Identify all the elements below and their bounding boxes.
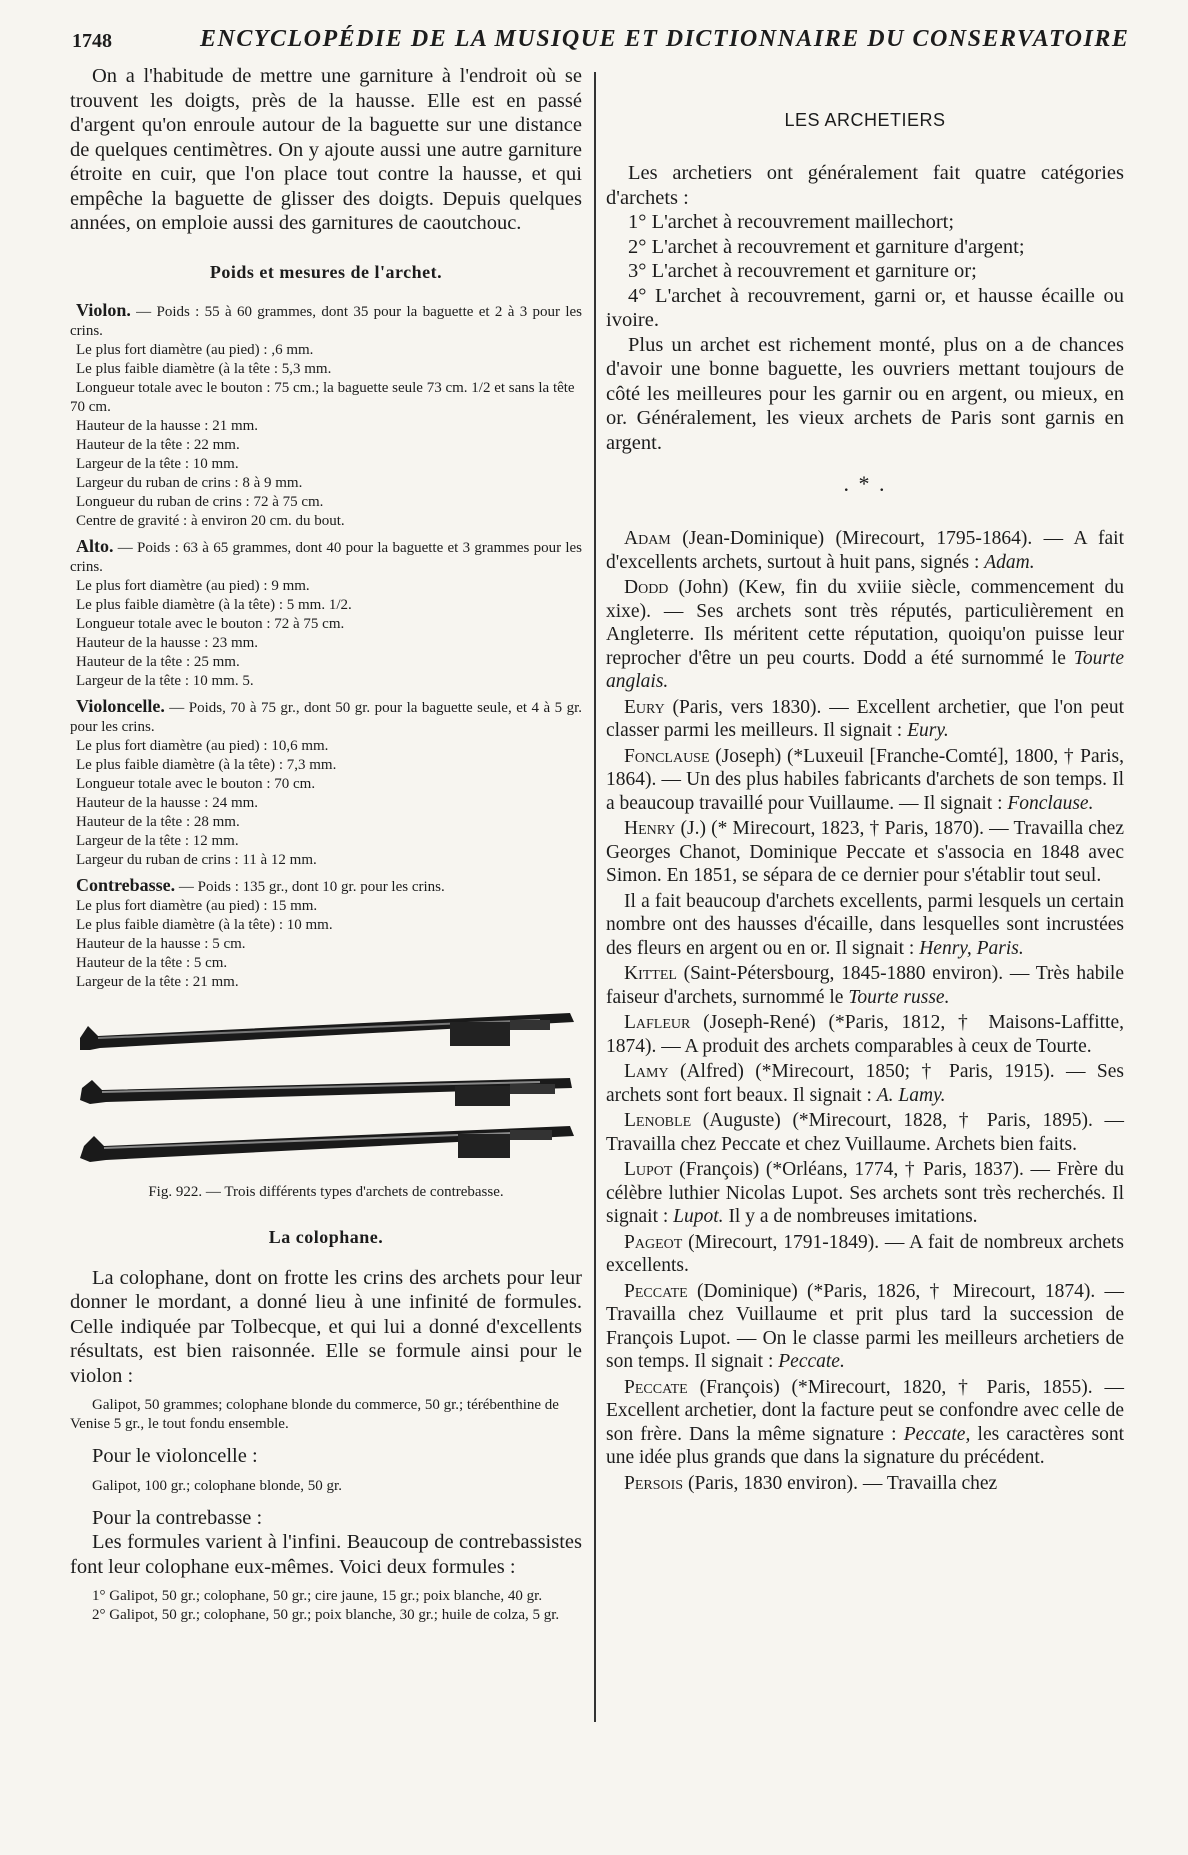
spec-line: Hauteur de la hausse : 21 mm. xyxy=(76,417,259,434)
spec-line: Le plus fort diamètre (au pied) : ,6 mm. xyxy=(76,341,314,358)
archetier-entry xyxy=(606,1376,1124,1470)
archetier-entry xyxy=(606,1011,1124,1058)
spec-line: Hauteur de la tête : 25 mm. xyxy=(76,653,240,670)
signature: Tourte anglais. xyxy=(606,647,1124,692)
signature: Fonclause. xyxy=(1007,792,1094,814)
spec-line: Hauteur de la hausse : 23 mm. xyxy=(76,634,259,651)
spec-line: Largeur de la tête : 10 mm. xyxy=(76,455,239,472)
entry-tail: Il y a de nombreuses imitations. xyxy=(723,1206,978,1227)
spec-intro xyxy=(70,697,582,737)
column-divider xyxy=(594,72,596,1722)
spec-line: Le plus faible diamètre (à la tête) : 7,3 mm. xyxy=(76,756,337,773)
spec-intro-text: — Poids : 63 à 65 grammes, dont 40 pour la baguette et 3 grammes pour les crins. xyxy=(70,539,582,575)
archetier-entry xyxy=(606,745,1124,816)
spec-line: Le plus faible diamètre (à la tête : 5,3 mm. xyxy=(76,360,332,377)
ornament: . * . xyxy=(843,471,887,496)
archetiers-intro: Les archetiers ont généralement fait quatre catégories d'archets : xyxy=(606,162,1124,209)
archetier-entry xyxy=(606,1060,1124,1107)
formula-1: 1° Galipot, 50 gr.; colophane, 50 gr.; cire jaune, 15 gr.; poix blanche, 40 gr. xyxy=(92,1588,543,1604)
archetier-entry xyxy=(606,962,1124,1009)
spec-line: Largeur du ruban de crins : 11 à 12 mm. xyxy=(76,851,317,868)
label-violoncelle: Pour le violoncelle : xyxy=(92,1445,258,1467)
entry-text: (Auguste) (*Mirecourt, 1828, † Paris, 1895). — Travailla chez Peccate et chez Vuillaume. Archets bien faits. xyxy=(606,1110,1124,1155)
formula-list xyxy=(70,1587,582,1625)
archetier-entry xyxy=(606,527,1124,574)
archetier-entry xyxy=(606,696,1124,743)
signature: Lupot. xyxy=(673,1206,724,1227)
bow-2 xyxy=(80,1078,572,1106)
entry-text: (John) (Kew, fin du xviiie siècle, commencement du xixe). — Ses archets sont très réputés, particulièrement en Angleterre. Ils méritent cette réputation, quoiqu'on puisse leur reprocher d'être un peu courts. Dodd a été surnommé le xyxy=(606,577,1124,669)
entry-text: (François) (*Orléans, 1774, † Paris, 1837). — Frère du célèbre luthier Nicolas Lupot. Ses archets sont très recherchés. Il signait : xyxy=(606,1159,1124,1227)
signature: Eury. xyxy=(907,720,949,741)
formula-violoncelle: Galipot, 100 gr.; colophane blonde, 50 gr. xyxy=(92,1477,342,1494)
archetier-entry xyxy=(606,1280,1124,1374)
archetier-entry xyxy=(606,1472,1124,1496)
category-item: 4° L'archet à recouvrement, garni or, et hausse écaille ou ivoire. xyxy=(606,284,1124,331)
spec-line: Longueur totale avec le bouton : 75 cm.; la baguette seule 73 cm. 1/2 et sans la tête 70 cm. xyxy=(70,379,575,415)
spec-intro-text: — Poids, 70 à 75 gr., dont 50 gr. pour la baguette seule, et 4 à 5 gr. pour les crins. xyxy=(70,699,582,735)
entry-text: Il a fait beaucoup d'archets excellents, parmi lesquels un certain nombre ont des hausses d'écaille, dans lesquelles sont incrustées des fleurs en argent ou en or. Il signait : xyxy=(606,890,1124,959)
category-item: 2° L'archet à recouvrement et garniture d'argent; xyxy=(628,235,1025,258)
spec-intro-text: — Poids : 55 à 60 grammes, dont 35 pour la baguette et 2 à 3 pour les crins. xyxy=(70,303,582,339)
running-title: ENCYCLOPÉDIE DE LA MUSIQUE ET DICTIONNAIRE DU CONSERVATOIRE xyxy=(200,26,1130,52)
entry-text: (Mirecourt, 1791-1849). — A fait de nombreux archets excellents. xyxy=(606,1231,1124,1276)
spec-line: Largeur de la tête : 21 mm. xyxy=(76,973,239,990)
signature: A. Lamy. xyxy=(876,1084,946,1106)
spec-line: Largeur de la tête : 12 mm. xyxy=(76,832,239,849)
bow-1 xyxy=(80,1013,574,1050)
figure-caption: Fig. 922. — Trois différents types d'archets de contrebasse. xyxy=(148,1183,504,1200)
spec-line: Hauteur de la hausse : 5 cm. xyxy=(76,935,246,952)
category-item: 1° L'archet à recouvrement maillechort; xyxy=(628,211,955,233)
signature: Peccate. xyxy=(778,1351,845,1372)
spec-line: Le plus fort diamètre (au pied) : 9 mm. xyxy=(76,577,310,594)
spec-lead: Violoncelle. xyxy=(76,695,165,716)
page-header xyxy=(72,26,1130,60)
spec-line: Longueur totale avec le bouton : 72 à 75 cm. xyxy=(76,615,345,632)
spec-line: Le plus fort diamètre (au pied) : 10,6 mm. xyxy=(76,737,329,754)
signature: Henry, Paris. xyxy=(919,937,1024,959)
archetier-entry xyxy=(606,890,1124,961)
entry-text: (J.) (* Mirecourt, 1823, † Paris, 1870). — Travailla chez Georges Chanot, Dominique Peccate et s'associa en 1848 avec Simon. En 1851, se sépara de ce dernier pour s'établir tout seul. xyxy=(606,818,1124,886)
spec-line: Longueur du ruban de crins : 72 à 75 cm. xyxy=(76,493,324,510)
spec-line: Largeur du ruban de crins : 8 à 9 mm. xyxy=(76,474,303,491)
label-contrebasse: Pour la contrebasse : xyxy=(92,1506,263,1529)
spec-block xyxy=(70,301,582,531)
entry-tail: les caractères sont une idée plus grands que dans la signature du précédent. xyxy=(606,1423,1124,1468)
entry-text: (Dominique) (*Paris, 1826, † Mirecourt, 1874). — Travailla chez Vuillaume et prit plus tard la succession de François Lupot. — On le classe parmi les meilleurs archetiers de son temps. Il signait : xyxy=(606,1280,1124,1372)
heading-colophane: La colophane. xyxy=(268,1226,384,1247)
spec-line: Hauteur de la tête : 5 cm. xyxy=(76,954,228,971)
entry-text: (Paris, 1830 environ). — Travailla chez xyxy=(683,1472,998,1494)
entry-text: (Saint-Pétersbourg, 1845-1880 environ). — Très habile faiseur d'archets, surnommé le xyxy=(606,963,1124,1008)
archetier-name: Pageot xyxy=(624,1231,683,1253)
spec-line: Le plus fort diamètre (au pied) : 15 mm. xyxy=(76,897,318,914)
specs-list xyxy=(70,301,582,992)
archetier-name: Peccate xyxy=(624,1376,688,1398)
archetier-entry xyxy=(606,1109,1124,1156)
entry-text: (Joseph-René) (*Paris, 1812, † Maisons-Laffitte, 1874). — A produit des archets comparables à ceux de Tourte. xyxy=(606,1012,1124,1057)
archetier-name: Lenoble xyxy=(624,1110,692,1131)
spec-intro xyxy=(70,301,582,341)
page-number: 1748 xyxy=(72,30,112,52)
bow-figure xyxy=(70,1008,582,1178)
spec-line: Le plus faible diamètre (à la tête) : 10 mm. xyxy=(76,916,333,933)
spec-intro xyxy=(70,876,582,897)
entry-text: (Paris, vers 1830). — Excellent archetier, que l'on peut classer parmi les meilleurs. Il signait : xyxy=(606,696,1124,741)
heading-poids-mesures: Poids et mesures de l'archet. xyxy=(209,261,443,282)
colophane-intro: La colophane, dont on frotte les crins des archets pour leur donner le mordant, a donné lieu à une infinité de formules. Celle indiquée par Tolbecque, et qui lui a donné d'excellents résultats, est bien raisonnée. Elle se formule ainsi pour le violon : xyxy=(70,1266,582,1387)
spec-intro-text: — Poids : 135 gr., dont 10 gr. pour les crins. xyxy=(175,878,445,895)
spec-line: Hauteur de la tête : 28 mm. xyxy=(76,813,240,830)
signature: Adam. xyxy=(984,551,1035,573)
archetier-entry xyxy=(606,1231,1124,1278)
archetier-name: Dodd xyxy=(624,577,669,598)
archetier-name: Kittel xyxy=(624,963,677,984)
archetier-name: Lamy xyxy=(624,1061,669,1082)
signature: Tourte russe. xyxy=(848,986,950,1008)
contrebasse-text: Les formules varient à l'infini. Beaucoup de contrebassistes font leur colophane eux-mêmes. Voici deux formules : xyxy=(70,1531,582,1578)
archetier-name: Eury xyxy=(624,696,665,718)
categories-list xyxy=(606,210,1124,333)
spec-line: Largeur de la tête : 10 mm. 5. xyxy=(76,672,254,689)
archetier-name: Lafleur xyxy=(624,1012,691,1033)
archetier-name: Persois xyxy=(624,1472,684,1494)
formula-2: 2° Galipot, 50 gr.; colophane, 50 gr.; poix blanche, 30 gr.; huile de colza, 5 gr. xyxy=(92,1607,560,1623)
entry-text: (Joseph) (*Luxeuil [Franche-Comté], 1800, † Paris, 1864). — Un des plus habiles fabricants d'archets de son temps. Il a beaucoup travaillé pour Vuillaume. — Il signait : xyxy=(606,745,1124,814)
signature: Peccate, xyxy=(903,1423,971,1445)
contrabass-bows-illustration xyxy=(70,1008,582,1178)
spec-block xyxy=(70,697,582,870)
right-column xyxy=(606,100,1124,1497)
entry-text: (François) (*Mirecourt, 1820, † Paris, 1855). — Excellent archetier, dont la facture peut se confondre avec celle de son frère. Dans la même signature : xyxy=(606,1376,1124,1445)
archetier-name: Peccate xyxy=(624,1280,688,1302)
spec-line: Hauteur de la tête : 22 mm. xyxy=(76,436,240,453)
spec-line: Longueur totale avec le bouton : 70 cm. xyxy=(76,775,316,792)
entries-list xyxy=(606,527,1124,1495)
spec-block xyxy=(70,537,582,691)
archetiers-paragraph: Plus un archet est richement monté, plus on a de chances d'avoir une bonne baguette, les ouvriers mettant toujours de côté les meilleures pour les garnir ou en argent, ou mieux, en or. Généralement, les vieux archets de Paris sont garnis en argent. xyxy=(606,333,1124,454)
spec-line: Hauteur de la hausse : 24 mm. xyxy=(76,794,259,811)
section-title: LES ARCHETIERS xyxy=(784,110,946,130)
archetier-name: Adam xyxy=(624,528,671,549)
archetier-entry xyxy=(606,1158,1124,1229)
archetier-entry xyxy=(606,576,1124,694)
left-column xyxy=(70,64,582,1635)
archetier-name: Henry xyxy=(624,818,676,839)
spec-block xyxy=(70,876,582,992)
bow-3 xyxy=(80,1126,574,1162)
category-item: 3° L'archet à recouvrement et garniture or; xyxy=(628,260,977,282)
spec-line: Le plus faible diamètre (à la tête) : 5 mm. 1/2. xyxy=(76,596,352,613)
spec-lead: Alto. xyxy=(76,535,114,556)
spec-lead: Contrebasse. xyxy=(76,874,176,895)
formula-violon: Galipot, 50 grammes; colophane blonde du commerce, 50 gr.; térébenthine de Venise 5 gr., le tout fondu ensemble. xyxy=(70,1397,559,1432)
spec-line: Centre de gravité : à environ 20 cm. du bout. xyxy=(76,512,345,529)
entry-text: (Jean-Dominique) (Mirecourt, 1795-1864). — A fait d'excellents archets, surtout à huit pans, signés : xyxy=(606,528,1124,573)
archetier-name: Fonclause xyxy=(624,745,710,767)
archetier-name: Lupot xyxy=(624,1159,673,1180)
entry-text: (Alfred) (*Mirecourt, 1850; † Paris, 1915). — Ses archets sont fort beaux. Il signait : xyxy=(606,1061,1124,1106)
intro-paragraph: On a l'habitude de mettre une garniture à l'endroit où se trouvent les doigts, près de la hausse. Elle est en passé d'argent qu'on enroule autour de la baguette sur une distance de quelques centimètres. On y ajoute aussi une autre garniture étroite en cuir, que l'on place tout contre la hausse, et qui empêche la baguette de glisser des doigts. Depuis quelques années, on emploie aussi des garnitures de caoutchouc. xyxy=(70,65,582,234)
spec-intro xyxy=(70,537,582,577)
spec-lead: Violon. xyxy=(76,299,131,320)
archetier-entry xyxy=(606,817,1124,888)
